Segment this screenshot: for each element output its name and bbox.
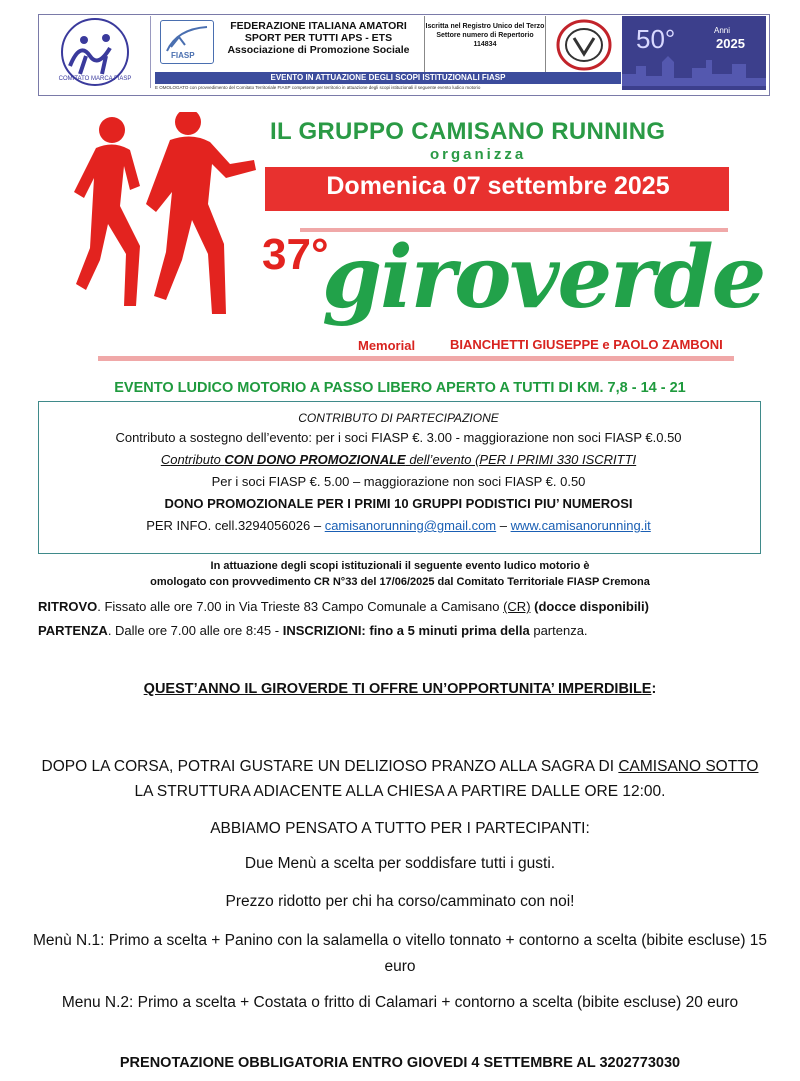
reduced-price-line: Prezzo ridotto per chi ha corso/camminato con noi! xyxy=(225,893,575,910)
runners-illustration xyxy=(70,112,260,338)
omologato-line: In attuazione degli scopi istituzionali il seguente evento ludico motorio è xyxy=(210,560,590,572)
lunch-paragraph: DOPO LA CORSA, POTRAI GUSTARE UN DELIZIOSO PRANZO ALLA SAGRA DI CAMISANO SOTTO LA STRUTTURA ADIACENTE ALLA CHIESA A PARTIRE DALLE ORE 12:00. xyxy=(41,758,759,800)
partenza-line: PARTENZA. Dalle ore 7.00 alle ore 8:45 - INSCRIZIONI: fino a 5 minuti prima della partenza. xyxy=(38,623,588,638)
event-date: Domenica 07 settembre 2025 xyxy=(326,172,670,200)
fiasp-strip: EVENTO IN ATTUAZIONE DEGLI SCOPI ISTITUZIONALI FIASP xyxy=(155,72,621,84)
anniversary-logo: 50° Anni 2025 xyxy=(622,16,766,90)
box-title: CONTRIBUTO DI PARTECIPAZIONE xyxy=(298,411,499,425)
edition-number: 37° xyxy=(262,230,329,279)
fiasp-note: E OMOLOGATO con provvedimento del Comitato Territoriale FIASP competente per territorio in attuazione degli scopi istituzionali il seguente evento ludico motorio xyxy=(155,85,481,90)
registry-note: Iscritta nel Registro Unico del Terzo Settore numero di Repertorio 114834 xyxy=(424,16,546,72)
menus-line: Due Menù a scelta per soddisfare tutti i gusti. xyxy=(244,855,556,872)
organizer-title: IL GRUPPO CAMISANO RUNNING xyxy=(270,118,666,145)
federation-name: FEDERAZIONE ITALIANA AMATORI SPORT PER TUTTI APS - ETS Associazione di Promozione Sociale xyxy=(227,20,410,56)
menu-1: Menù N.1: Primo a scelta + Panino con la salamella o vitello tonnato + contorno a scelta (bibite escluse) 15 euro xyxy=(32,932,768,975)
memorial-label: Memorial xyxy=(358,338,416,353)
ritrovo-line: RITROVO. Fissato alle ore 7.00 in Via Trieste 83 Campo Comunale a Camisano (CR) (docce disponibili) xyxy=(38,599,649,614)
fiasp-logo: FIASP xyxy=(160,20,214,64)
organizza-label: organizza xyxy=(430,146,527,163)
menu-2: Menu N.2: Primo a scelta + Costata o fritto di Calamari + contorno a scelta (bibite escluse) 20 euro xyxy=(61,994,739,1011)
event-name: giroverde xyxy=(322,227,765,328)
comitato-logo: COMITATO MARCA FIASP xyxy=(40,16,151,88)
box-line: DONO PROMOZIONALE PER I PRIMI 10 GRUPPI PODISTICI PIU’ NUMEROSI xyxy=(164,496,633,511)
box-line: Contributo a sostegno dell’evento: per i soci FIASP €. 3.00 - maggiorazione non soci FIASP €.0.50 xyxy=(115,430,682,445)
seal-logo xyxy=(550,18,618,72)
website-link[interactable]: www.camisanorunning.it xyxy=(510,518,651,533)
divider xyxy=(98,356,734,361)
box-line: Per i soci FIASP €. 5.00 – maggiorazione non soci FIASP €. 0.50 xyxy=(211,474,586,489)
offer-title: QUEST’ANNO IL GIROVERDE TI OFFRE UN’OPPORTUNITA’ IMPERDIBILE: xyxy=(143,681,657,697)
event-headline: EVENTO LUDICO MOTORIO A PASSO LIBERO APERTO A TUTTI DI KM. 7,8 - 14 - 21 xyxy=(114,380,686,396)
thought-line: ABBIAMO PENSATO A TUTTO PER I PARTECIPANTI: xyxy=(210,820,590,837)
memorial-names: BIANCHETTI GIUSEPPE e PAOLO ZAMBONI xyxy=(450,337,723,352)
box-line: Contributo CON DONO PROMOZIONALE dell’evento (PER I PRIMI 330 ISCRITTI xyxy=(160,452,637,467)
booking-line: PRENOTAZIONE OBBLIGATORIA ENTRO GIOVEDI 4 SETTEMBRE AL 3202773030 xyxy=(119,1055,681,1071)
email-link[interactable]: camisanorunning@gmail.com xyxy=(324,518,497,533)
info-line: PER INFO. cell.3294056026 – camisanorunning@gmail.com – www.camisanorunning.it xyxy=(146,518,651,533)
omologato-line: omologato con provvedimento CR N°33 del 17/06/2025 dal Comitato Territoriale FIASP Cremona xyxy=(150,576,650,588)
